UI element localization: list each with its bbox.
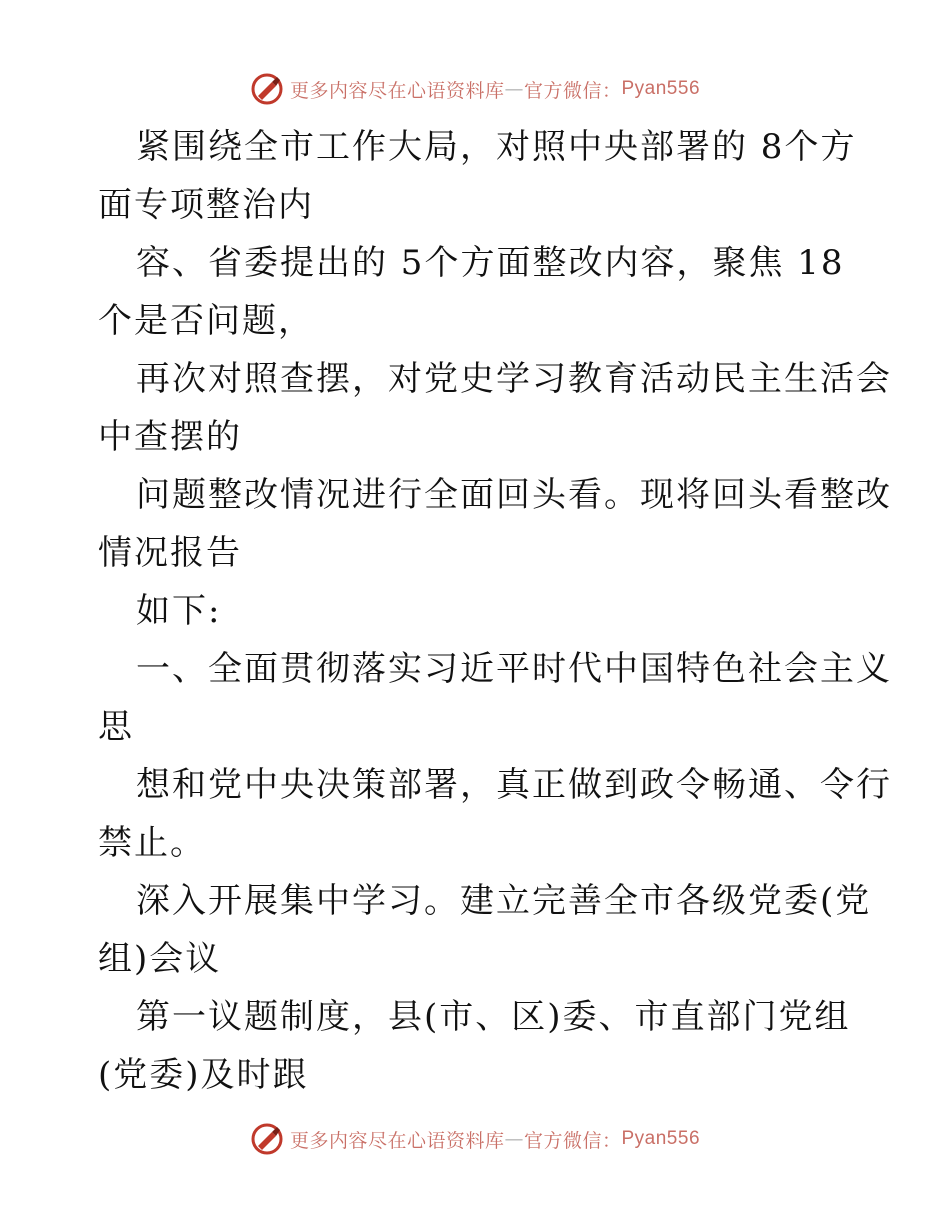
body-line: 组)会议 [98, 939, 222, 979]
body-line: 第一议题制度，县(市、区)委、市直部门党组 [136, 997, 851, 1037]
body-line: 深入开展集中学习。建立完善全市各级党委(党 [136, 881, 872, 921]
watermark-separator: — [504, 78, 524, 100]
body-line: 中查摆的 [98, 417, 242, 457]
body-line: 容、省委提出的 5个方面整改内容，聚焦 18 [136, 243, 845, 283]
watermark-text: 更多内容尽在心语资料库 [289, 79, 505, 102]
body-line: 紧围绕全市工作大局，对照中央部署的 8个方 [136, 127, 857, 167]
watermark-id: Pyan556 [621, 1128, 701, 1149]
body-line: 情况报告 [98, 533, 242, 573]
body-line: (党委)及时跟 [98, 1055, 309, 1095]
footer-watermark [0, 1122, 950, 1156]
watermark-id: Pyan556 [621, 78, 701, 99]
body-line: 思 [98, 707, 134, 747]
body-line: 问题整改情况进行全面回头看。现将回头看整改 [136, 475, 892, 515]
watermark-label: 官方微信： [523, 79, 622, 102]
body-line: 想和党中央决策部署，真正做到政令畅通、令行 [136, 765, 892, 805]
pen-logo-icon [250, 1122, 284, 1156]
body-line: 如下: [136, 591, 222, 631]
watermark-separator: — [504, 1128, 524, 1150]
header-watermark [0, 72, 950, 106]
body-line: 面专项整治内 [98, 185, 314, 225]
body-line: 再次对照查摆，对党史学习教育活动民主生活会 [136, 359, 892, 399]
watermark-text: 更多内容尽在心语资料库 [289, 1129, 505, 1152]
body-line: 个是否问题， [98, 301, 314, 341]
body-line: 禁止。 [98, 823, 206, 863]
body-line: 一、全面贯彻落实习近平时代中国特色社会主义 [136, 649, 892, 689]
pen-logo-icon [250, 72, 284, 106]
document-body [98, 118, 892, 1104]
watermark-label: 官方微信： [523, 1129, 622, 1152]
